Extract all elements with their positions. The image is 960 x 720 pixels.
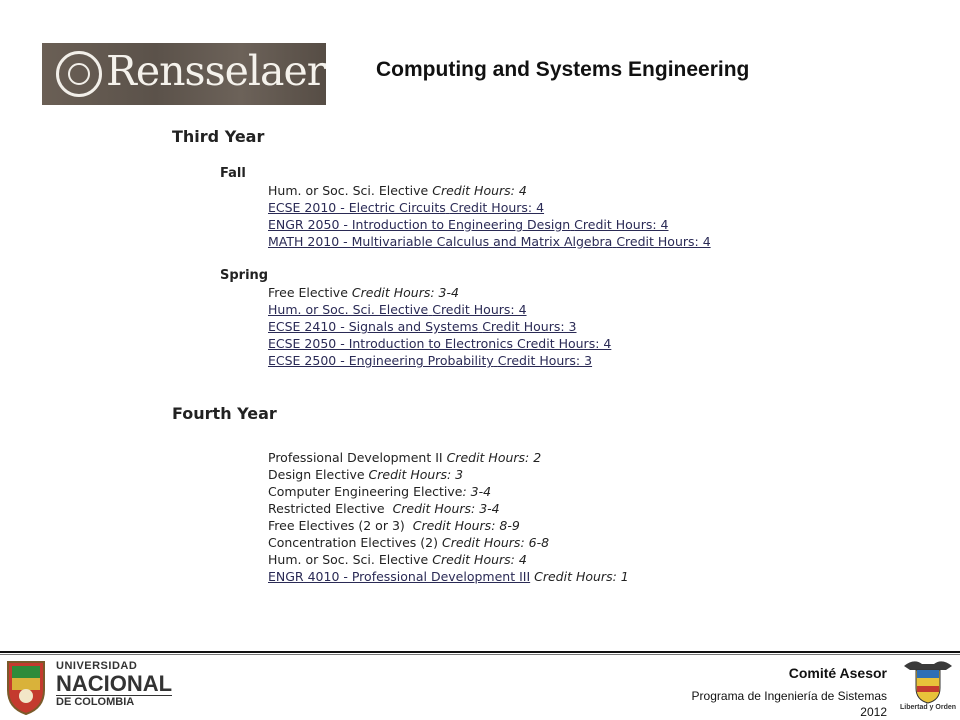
- colombia-logo-caption: Libertad y Orden: [900, 704, 957, 711]
- committee-title: Comité Asesor: [788, 665, 887, 681]
- course-item: Free Elective Credit Hours: 3-4: [268, 285, 459, 300]
- committee-block: [692, 664, 887, 720]
- fall-course-list: [268, 182, 711, 250]
- rensselaer-wordmark: Rensselaer: [106, 47, 326, 95]
- spring-course-list: [268, 284, 611, 369]
- third-year-heading: Third Year: [172, 127, 265, 146]
- program-year: 2012: [860, 705, 887, 719]
- course-item: Hum. or Soc. Sci. Elective Credit Hours: 4: [268, 183, 527, 198]
- fall-heading: Fall: [220, 166, 246, 181]
- course-item: Design Elective Credit Hours: 3: [268, 467, 464, 482]
- course-item: Hum. or Soc. Sci. Elective Credit Hours: 4: [268, 552, 527, 567]
- footer-divider-thin: [0, 654, 960, 655]
- course-link[interactable]: ENGR 4010 - Professional Development III: [268, 569, 531, 584]
- course-item: ENGR 4010 - Professional Development III Credit Hours: 1: [268, 569, 629, 584]
- course-link[interactable]: Hum. or Soc. Sci. Elective Credit Hours: 4: [268, 302, 527, 317]
- spring-heading: Spring: [220, 268, 269, 283]
- course-link[interactable]: ECSE 2410 - Signals and Systems Credit Hours: 3: [268, 319, 577, 334]
- footer-divider: [0, 651, 960, 653]
- fourth-year-heading: Fourth Year: [172, 404, 277, 423]
- page-title: Computing and Systems Engineering: [376, 58, 750, 81]
- universidad-nacional-logo: [0, 656, 173, 718]
- course-item: Restricted Elective Credit Hours: 3-4: [268, 501, 500, 516]
- course-link[interactable]: MATH 2010 - Multivariable Calculus and Matrix Algebra Credit Hours: 4: [268, 234, 711, 249]
- course-item: Concentration Electives (2) Credit Hours: 6-8: [268, 535, 550, 550]
- rensselaer-seal-icon: [56, 51, 102, 97]
- colombia-coat-of-arms-icon: [4, 656, 48, 716]
- course-link[interactable]: ENGR 2050 - Introduction to Engineering Design Credit Hours: 4: [268, 217, 669, 232]
- course-link[interactable]: ECSE 2500 - Engineering Probability Credit Hours: 3: [268, 353, 593, 368]
- program-name: Programa de Ingeniería de Sistemas: [691, 689, 887, 703]
- course-item: Free Electives (2 or 3) Credit Hours: 8-9: [268, 518, 520, 533]
- rensselaer-logo: [42, 43, 326, 105]
- course-link[interactable]: ECSE 2010 - Electric Circuits Credit Hours: 4: [268, 200, 545, 215]
- fourth-year-course-list: [268, 449, 629, 585]
- universidad-nacional-text: UNIVERSIDAD NACIONAL DE COLOMBIA: [56, 660, 173, 708]
- course-link[interactable]: ECSE 2050 - Introduction to Electronics Credit Hours: 4: [268, 336, 612, 351]
- colombia-shield-logo: [900, 656, 956, 718]
- condor-shield-icon: [900, 656, 956, 704]
- course-item: Computer Engineering Elective: 3-4: [268, 484, 492, 499]
- course-item: Professional Development II Credit Hours: 2: [268, 450, 542, 465]
